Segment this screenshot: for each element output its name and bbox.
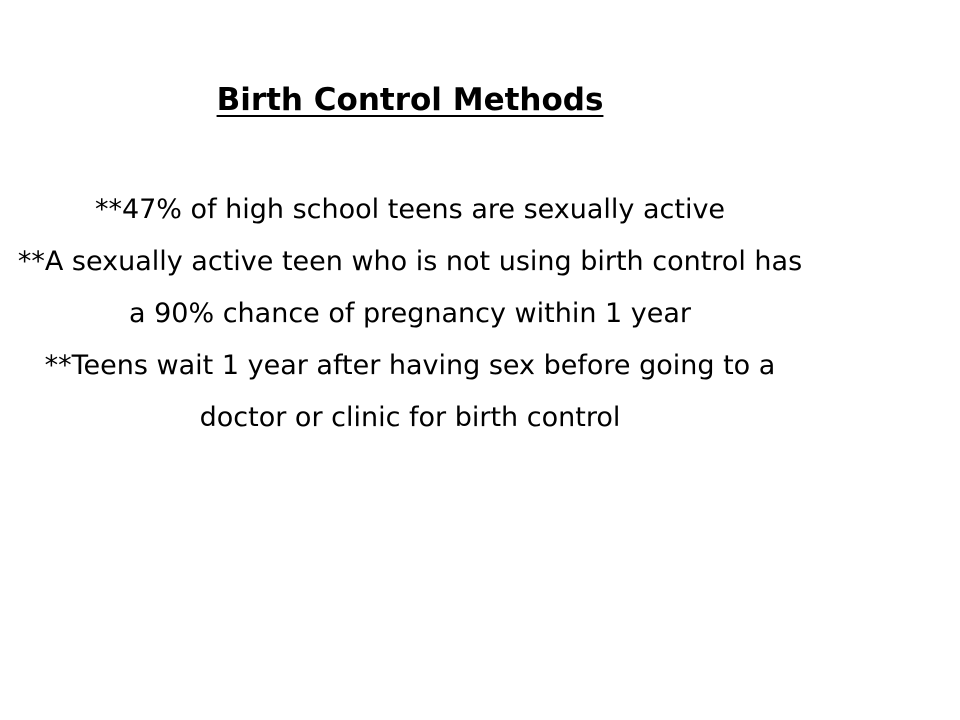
fact-pregnancy-chance: **A sexually active teen who is not using birth control has a 90% chance of pregnancy within 1 year	[17, 246, 803, 329]
fact-teens-sexually-active: **47% of high school teens are sexually active	[94, 194, 726, 225]
slide-text-block	[10, 73, 810, 444]
fact-doctor-wait: **Teens wait 1 year after having sex before going to a doctor or clinic for birth control	[44, 350, 776, 433]
title-spacer	[10, 127, 810, 184]
slide-title: Birth Control Methods	[216, 82, 604, 118]
